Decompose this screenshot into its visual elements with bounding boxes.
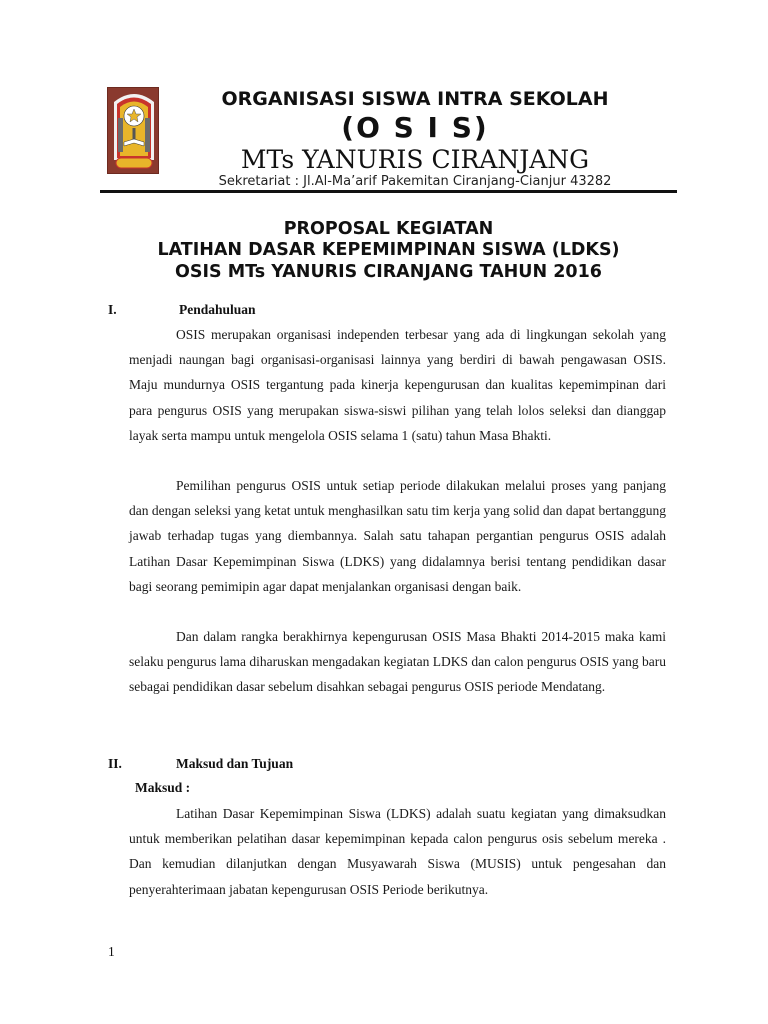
letterhead-acronym: (O S I S) [341,111,489,144]
section-number: II. [108,756,122,771]
letterhead-org-name: ORGANISASI SISWA INTRA SEKOLAH [221,88,609,110]
document-title-line2: LATIHAN DASAR KEPEMIMPINAN SISWA (LDKS) [157,240,620,260]
section-subheading: Maksud : [135,780,191,795]
section-heading: Maksud dan Tujuan [176,756,294,771]
osis-logo-icon [107,87,159,174]
section-number: I. [108,302,117,317]
letterhead-school-name: MTs YANURIS CIRANJANG [240,145,590,174]
paragraph: Dan dalam rangka berakhirnya kepengurusan OSIS Masa Bhakti 2014-2015 maka kami selaku pengurus lama diharuskan mengadakan kegiatan LDKS dan calon pengurus OSIS yang baru sebagai pendidikan dasar sebelum disahkan sebagai pengurus OSIS periode Mendatang. [129,629,666,695]
document-title-line3: OSIS MTs YANURIS CIRANJANG TAHUN 2016 [175,262,602,282]
paragraph: Pemilihan pengurus OSIS untuk setiap periode dilakukan melalui proses yang panjang dan dengan seleksi yang ketat untuk menghasilkan satu tim kerja yang solid dan dapat bertanggung jawab terhadap tugas yang diembannya. Salah satu tahapan pergantian pengurus OSIS adalah Latihan Dasar Kepemimpinan Siswa (LDKS) yang didalamnya berisi tentang pendidikan dasar bagi seorang pemimipin agar dapat menjalankan organisasi dengan baik. [129,478,666,594]
paragraph: OSIS merupakan organisasi independen terbesar yang ada di lingkungan sekolah yang menjadi naungan bagi organisasi-organisasi lainnya yang berdiri di bawah pengawasan OSIS. Maju mundurnya OSIS tergantung pada kinerja kepengurusan dan kualitas kepemimpinan dari para pengurus OSIS yang merupakan siswa-siswi pilihan yang telah lolos seleksi dan dianggap layak serta mampu untuk mengelola OSIS selama 1 (satu) tahun Masa Bhakti. [129,327,666,443]
paragraph: Latihan Dasar Kepemimpinan Siswa (LDKS) adalah suatu kegiatan yang dimaksudkan untuk memberikan pelatihan dasar kepemimpinan kepada calon pengurus osis sebelum mereka . Dan kemudian dilanjutkan dengan Musyawarah Siswa (MUSIS) untuk pengesahan dan penyerahterimaan jabatan kepengurusan OSIS Periode berikutnya. [129,806,666,897]
document-title-line1: PROPOSAL KEGIATAN [283,219,494,239]
page-number: 1 [108,944,115,959]
letterhead-divider [100,190,677,193]
letterhead-address: Sekretariat : Jl.Al-Ma’arif Pakemitan Ciranjang-Cianjur 43282 [218,174,612,189]
section-heading: Pendahuluan [179,302,256,317]
